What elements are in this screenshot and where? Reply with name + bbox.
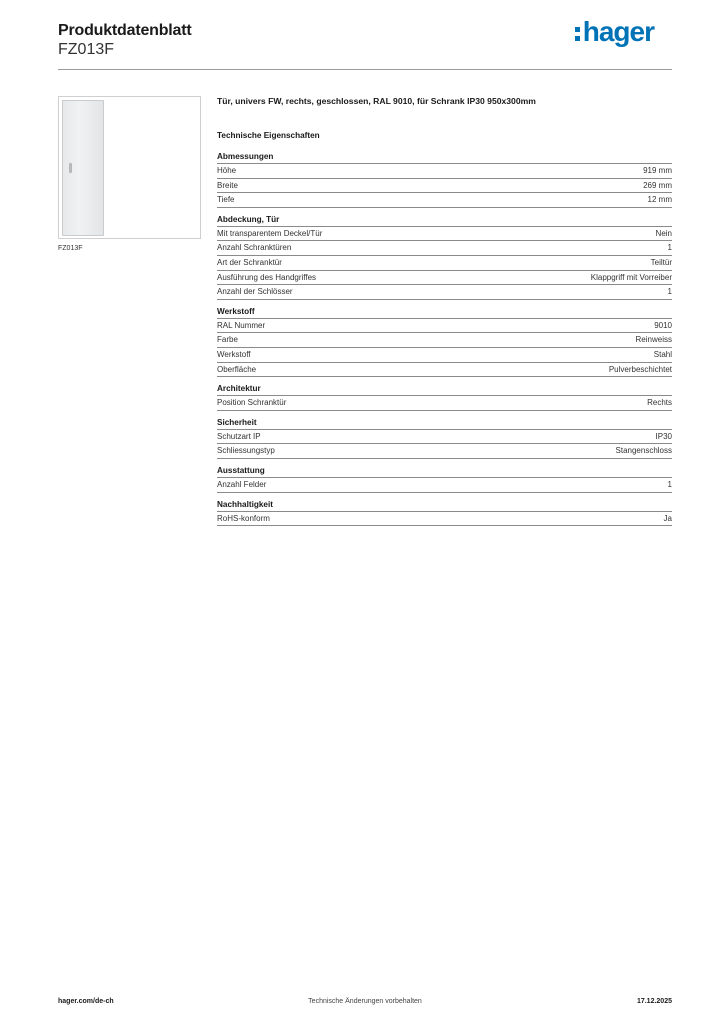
property-value: Rechts [647, 398, 672, 408]
door-panel-icon [62, 100, 104, 236]
properties-sections [217, 151, 672, 526]
property-label: Anzahl der Schlösser [217, 287, 293, 297]
property-label: Art der Schranktür [217, 257, 282, 267]
property-label: Schutzart IP [217, 431, 261, 441]
property-row [217, 363, 672, 378]
property-row [217, 193, 672, 208]
product-title: Tür, univers FW, rechts, geschlossen, RAL 9010, für Schrank IP30 950x300mm [217, 96, 536, 106]
door-handle-icon [69, 163, 72, 173]
property-value: 269 mm [643, 180, 672, 190]
property-value: 1 [667, 479, 672, 489]
property-value: Pulverbeschichtet [608, 364, 672, 374]
property-section [217, 499, 672, 527]
property-section [217, 383, 672, 411]
property-label: Farbe [217, 335, 238, 345]
property-value: 1 [667, 243, 672, 253]
document-footer [58, 998, 672, 1008]
property-row [217, 256, 672, 271]
section-title: Sicherheit [217, 417, 672, 430]
footer-date: 17.12.2025 [636, 998, 672, 1005]
property-value: 1 [667, 287, 672, 297]
property-value: Stangenschloss [615, 446, 672, 456]
property-row [217, 241, 672, 256]
property-value: 12 mm [647, 195, 672, 205]
property-section [217, 151, 672, 208]
property-value: Nein [655, 228, 672, 238]
property-row [217, 179, 672, 194]
property-label: Schliessungstyp [217, 446, 275, 456]
property-section [217, 214, 672, 300]
property-row [217, 512, 672, 527]
section-title: Architektur [217, 383, 672, 396]
property-label: Ausführung des Handgriffes [217, 272, 317, 282]
property-label: Position Schranktür [217, 398, 287, 408]
property-value: Stahl [653, 349, 672, 359]
section-title: Ausstattung [217, 465, 672, 478]
property-section [217, 306, 672, 377]
property-row [217, 227, 672, 242]
property-label: Oberfläche [217, 364, 257, 374]
property-row [217, 271, 672, 286]
property-label: Tiefe [217, 195, 235, 205]
technical-properties-heading: Technische Eigenschaften [217, 131, 320, 140]
property-row [217, 285, 672, 300]
property-row [217, 396, 672, 411]
property-label: Mit transparentem Deckel/Tür [217, 228, 323, 238]
logo-wordmark: hager [582, 16, 654, 47]
property-label: RAL Nummer [217, 320, 266, 330]
section-title: Nachhaltigkeit [217, 499, 672, 512]
header-divider [58, 69, 672, 70]
hager-logo [575, 18, 654, 46]
property-row [217, 478, 672, 493]
section-title: Abmessungen [217, 151, 672, 164]
property-row [217, 333, 672, 348]
document-title: Produktdatenblatt [58, 22, 192, 39]
document-header [58, 22, 192, 59]
product-image-caption: FZ013F [58, 245, 83, 252]
property-label: Breite [217, 180, 238, 190]
property-label: Anzahl Schranktüren [217, 243, 292, 253]
property-value: Teiltür [650, 257, 672, 267]
logo-dots-icon [575, 27, 580, 41]
property-row [217, 348, 672, 363]
property-row [217, 164, 672, 179]
property-row [217, 430, 672, 445]
property-label: Werkstoff [217, 349, 251, 359]
product-image [58, 96, 201, 239]
property-label: RoHS-konform [217, 513, 270, 523]
property-value: Ja [663, 513, 672, 523]
property-value: Reinweiss [635, 335, 672, 345]
product-code: FZ013F [58, 41, 115, 58]
section-title: Werkstoff [217, 306, 672, 319]
property-label: Anzahl Felder [217, 479, 267, 489]
property-section [217, 417, 672, 459]
property-row [217, 319, 672, 334]
property-label: Höhe [217, 166, 237, 175]
section-title: Abdeckung, Tür [217, 214, 672, 227]
property-value: IP30 [655, 431, 672, 441]
property-section [217, 465, 672, 493]
property-value: 919 mm [643, 166, 672, 175]
property-value: 9010 [654, 320, 672, 330]
product-details [217, 96, 672, 532]
property-row [217, 444, 672, 459]
property-value: Klappgriff mit Vorreiber [590, 272, 672, 282]
footer-website: hager.com/de-ch [58, 998, 114, 1005]
footer-notice: Technische Änderungen vorbehalten [308, 998, 422, 1005]
